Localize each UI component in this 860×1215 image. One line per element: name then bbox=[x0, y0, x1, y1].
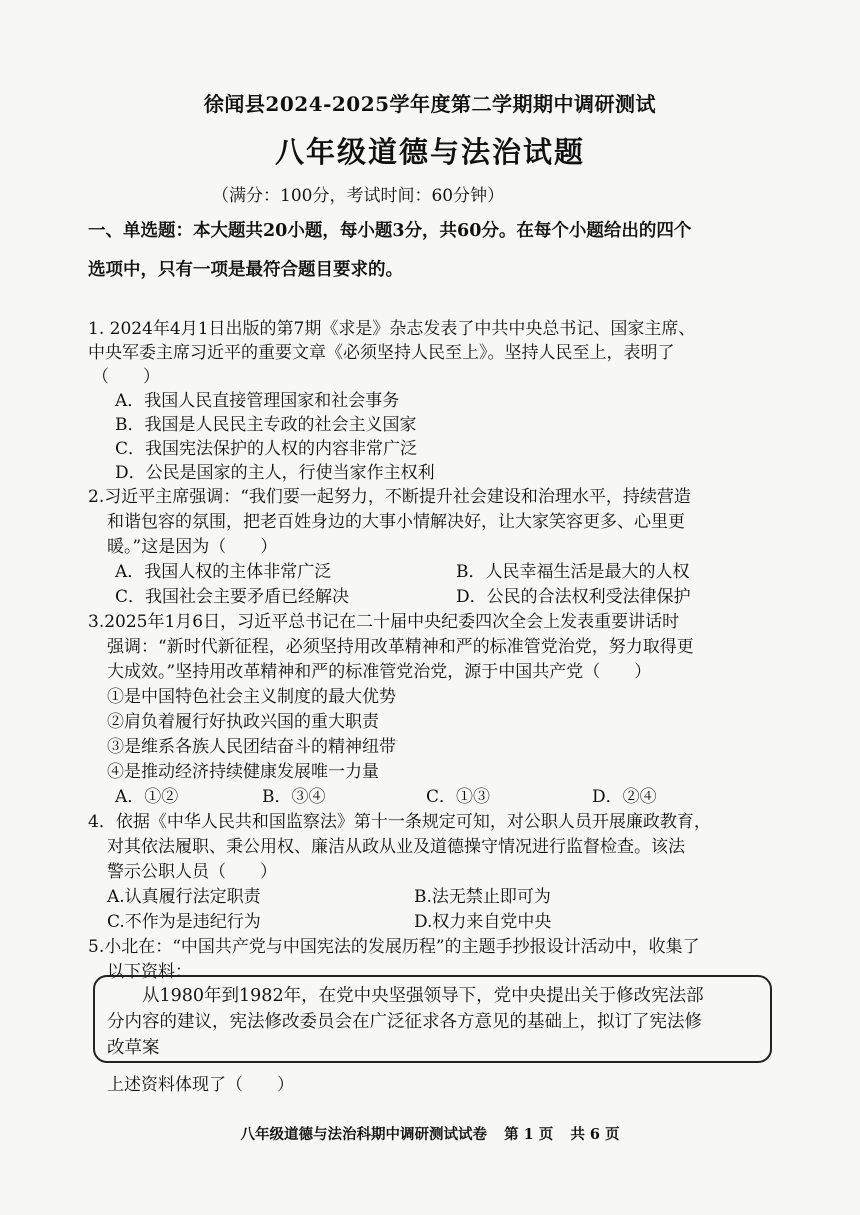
q3-statement-2: ②肩负着履行好执政兴国的重大职责 bbox=[107, 712, 379, 732]
exam-info: （满分：100分，考试时间：60分钟） bbox=[212, 186, 505, 206]
q1-option-a: A．我国人民直接管理国家和社会事务 bbox=[115, 391, 400, 411]
q1-answer-blank: （ ） bbox=[92, 367, 160, 387]
material-box bbox=[93, 975, 772, 1063]
q1-option-d: D．公民是国家的主人，行使当家作主权利 bbox=[115, 463, 435, 483]
q3-stem-line2: 强调：“新时代新征程，必须坚持用改革精神和严的标准管党治党，努力取得更 bbox=[107, 637, 694, 657]
q2-option-d: D．公民的合法权利受法律保护 bbox=[456, 587, 691, 607]
material-line3: 改草案 bbox=[107, 1038, 160, 1058]
q5-question: 上述资料体现了（ ） bbox=[107, 1075, 294, 1095]
footer-page-number: 第 1 页 bbox=[504, 1126, 554, 1143]
section-instruction-line1: 一、单选题：本大题共20小题，每小题3分，共60分。在每个小题给出的四个 bbox=[88, 221, 692, 241]
q4-option-c: C.不作为是违纪行为 bbox=[107, 912, 261, 932]
q4-stem-line3: 警示公职人员（ ） bbox=[107, 862, 277, 882]
q2-stem-line2: 和谐包容的氛围，把老百姓身边的大事小情解决好，让大家笑容更多、心里更 bbox=[107, 512, 685, 532]
footer-page-total: 共 6 页 bbox=[570, 1126, 620, 1143]
material-line1: 从1980年到1982年，在党中央坚强领导下，党中央提出关于修改宪法部 bbox=[107, 986, 704, 1006]
page-title: 八年级道德与法治试题 bbox=[274, 135, 585, 169]
q1-stem-line1: 1. 2024年4月1日出版的第7期《求是》杂志发表了中共中央总书记、国家主席、 bbox=[88, 319, 696, 339]
q3-statement-1: ①是中国特色社会主义制度的最大优势 bbox=[107, 687, 396, 707]
q3-stem-line3: 大成效。”坚持用改革精神和严的标准管党治党，源于中国共产党（ ） bbox=[107, 662, 652, 682]
q3-statement-4: ④是推动经济持续健康发展唯一力量 bbox=[107, 762, 379, 782]
material-line2: 分内容的建议，宪法修改委员会在广泛征求各方意见的基础上，拟订了宪法修 bbox=[107, 1012, 702, 1032]
q1-stem-line2: 中央军委主席习近平的重要文章《必须坚持人民至上》。坚持人民至上，表明了 bbox=[88, 343, 675, 363]
q3-option-d: D．②④ bbox=[592, 787, 657, 807]
q5-stem-line1: 5.小北在：“中国共产党与中国宪法的发展历程”的主题手抄报设计活动中，收集了 bbox=[88, 937, 700, 957]
q1-option-b: B．我国是人民民主专政的社会主义国家 bbox=[115, 415, 417, 435]
q1-option-c: C．我国宪法保护的人权的内容非常广泛 bbox=[115, 439, 418, 459]
q4-stem-line2: 对其依法履职、秉公用权、廉洁从政从业及道德操守情况进行监督检查。该法 bbox=[107, 837, 685, 857]
q3-option-b: B．③④ bbox=[262, 787, 326, 807]
page-footer bbox=[0, 1123, 860, 1144]
q2-stem-line1: 2.习近平主席强调：“我们要一起努力，不断提升社会建设和治理水平，持续营造 bbox=[88, 487, 691, 507]
q4-option-b: B.法无禁止即可为 bbox=[414, 887, 551, 907]
q2-stem-line3: 暖。”这是因为（ ） bbox=[107, 537, 278, 557]
q3-statement-3: ③是维系各族人民团结奋斗的精神纽带 bbox=[107, 737, 396, 757]
q3-option-a: A．①② bbox=[115, 787, 179, 807]
q2-option-b: B．人民幸福生活是最大的人权 bbox=[456, 562, 690, 582]
q4-stem-line1: 4．依据《中华人民共和国监察法》第十一条规定可知，对公职人员开展廉政教育， bbox=[88, 812, 711, 832]
q3-stem-line1: 3.2025年1月6日，习近平总书记在二十届中央纪委四次全会上发表重要讲话时 bbox=[88, 612, 680, 632]
q2-option-c: C．我国社会主要矛盾已经解决 bbox=[115, 587, 350, 607]
q4-option-d: D.权力来自党中央 bbox=[414, 912, 552, 932]
school-title: 徐闻县2024-2025学年度第二学期期中调研测试 bbox=[203, 92, 657, 116]
section-instruction-line2: 选项中，只有一项是最符合题目要求的。 bbox=[88, 260, 403, 280]
footer-title: 八年级道德与法治科期中调研测试试卷 bbox=[240, 1126, 487, 1143]
q5-stem-line2: 以下资料： bbox=[107, 962, 192, 982]
q3-option-c: C．①③ bbox=[426, 787, 491, 807]
q4-option-a: A.认真履行法定职责 bbox=[107, 887, 261, 907]
q2-option-a: A．我国人权的主体非常广泛 bbox=[115, 562, 332, 582]
